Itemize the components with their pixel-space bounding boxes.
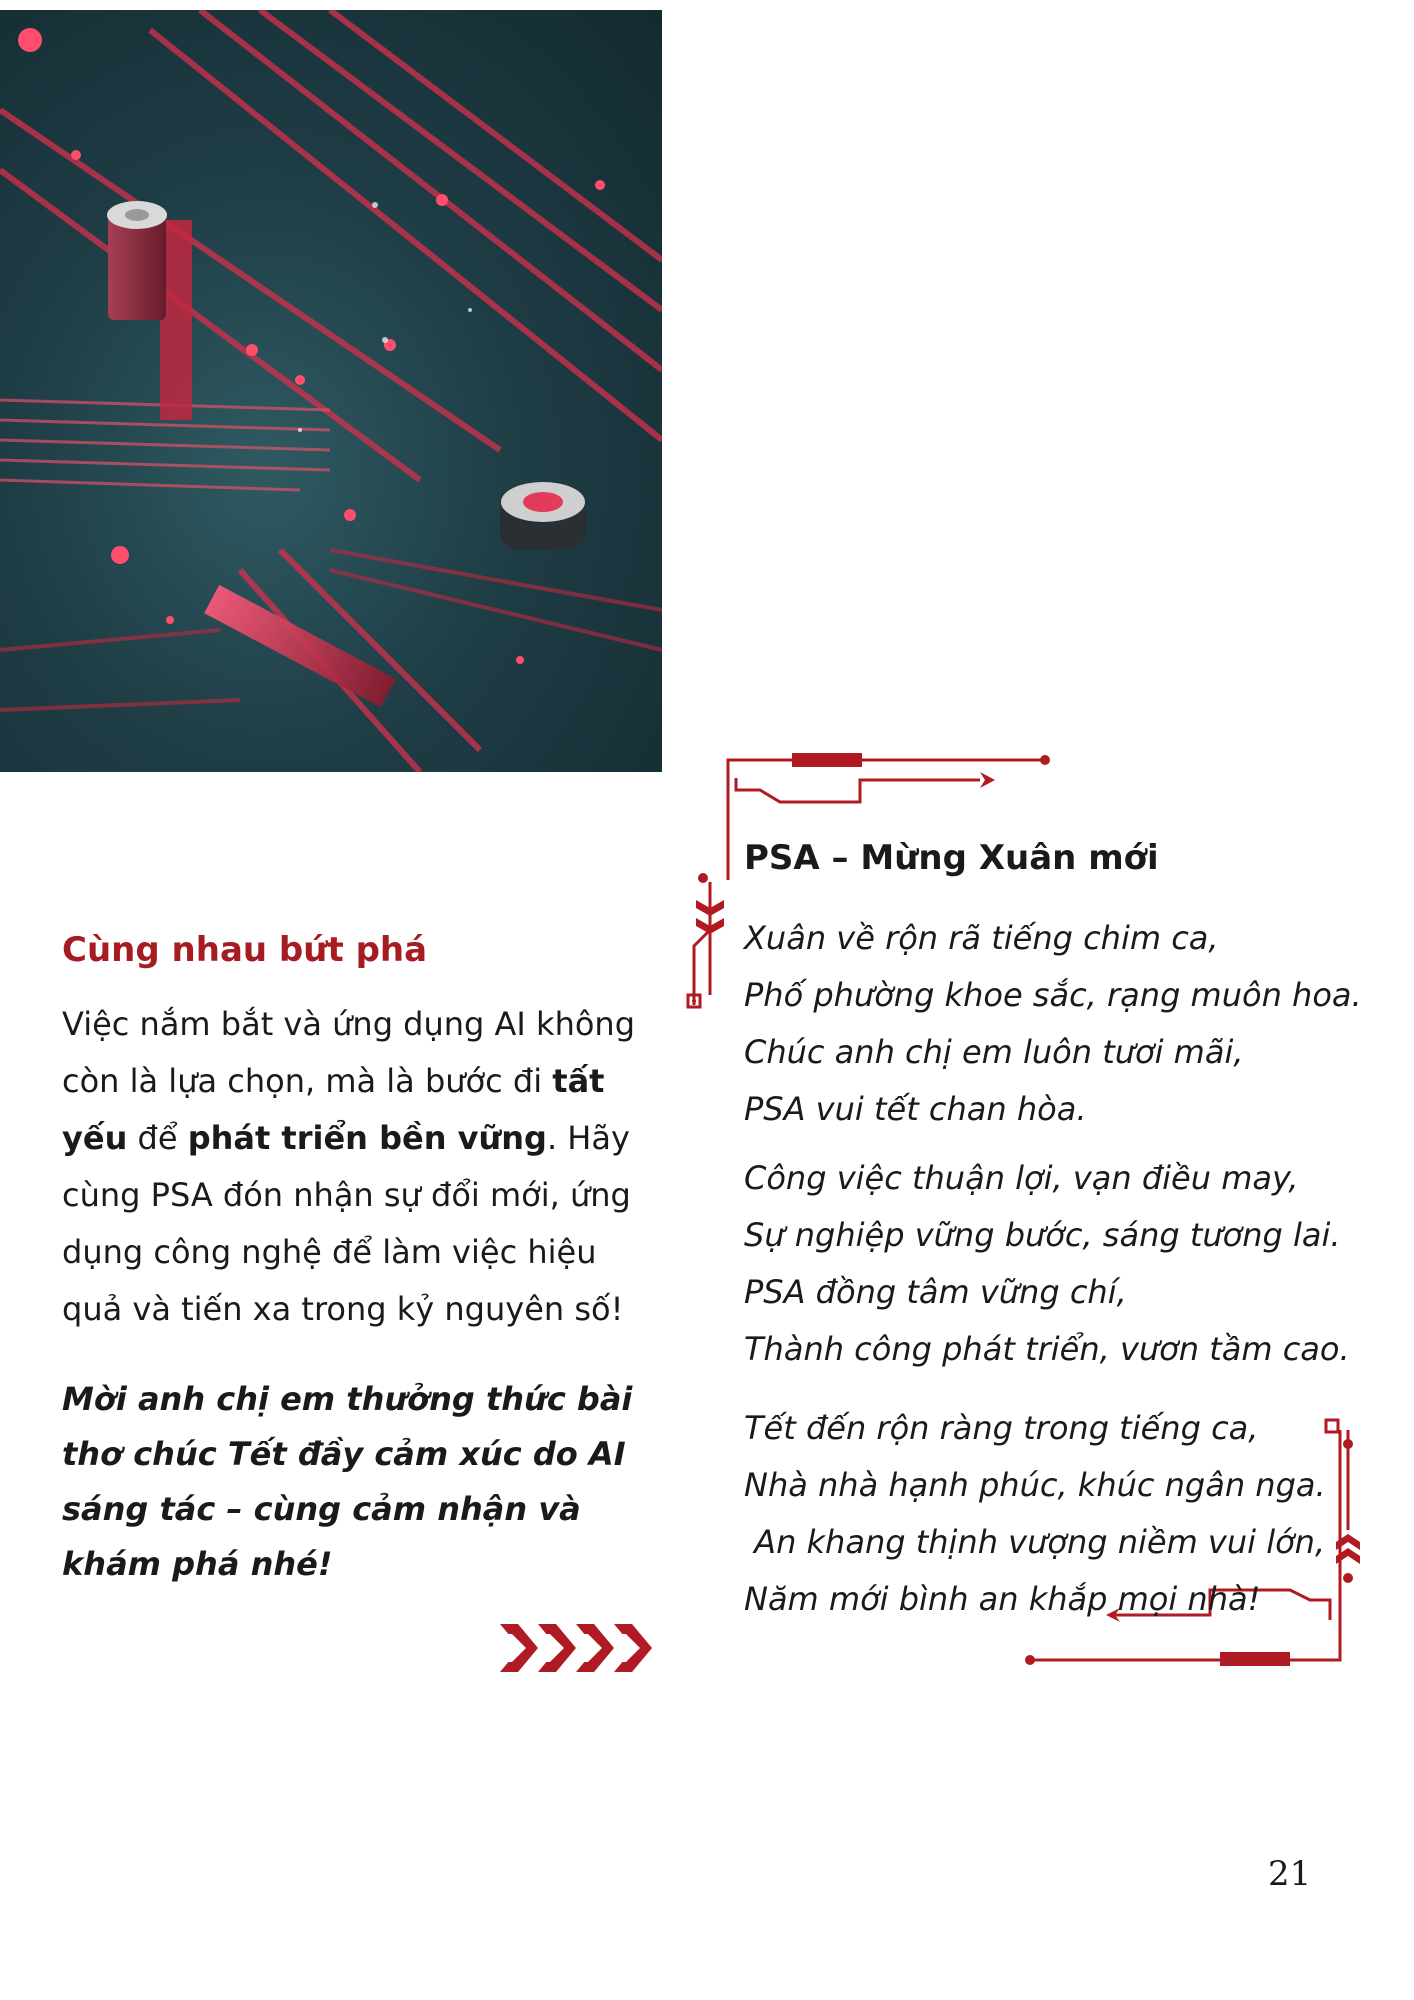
section-heading: Cùng nhau bứt phá xyxy=(62,930,428,970)
body-part: Việc nắm bắt và ứng dụng AI không còn là lựa chọn, mà là bước đi xyxy=(62,1005,636,1100)
hero-image xyxy=(0,10,662,772)
page-number: 21 xyxy=(1268,1854,1312,1894)
poem-stanza xyxy=(744,1150,1384,1378)
body-bold-part: phát triển bền vững xyxy=(187,1119,547,1157)
poem-line: PSA đồng tâm vững chí, xyxy=(744,1273,1127,1311)
poem-line: Thành công phát triển, vươn tầm cao. xyxy=(744,1330,1350,1368)
poem-line: Sự nghiệp vững bước, sáng tương lai. xyxy=(744,1216,1341,1254)
left-column xyxy=(62,930,662,1624)
section-body xyxy=(62,996,662,1338)
poem-invitation: Mời anh chị em thưởng thức bài thơ chúc Tết đầy cảm xúc do AI sáng tác – cùng cảm nhận và khám phá nhé! xyxy=(62,1380,633,1583)
poem-line: Phố phường khoe sắc, rạng muôn hoa. xyxy=(744,976,1362,1014)
poem-line: Công việc thuận lợi, vạn điều may, xyxy=(744,1159,1299,1197)
poem-line: Nhà nhà hạnh phúc, khúc ngân nga. xyxy=(744,1466,1326,1504)
poem-stanza xyxy=(744,1400,1384,1628)
poem-line: Chúc anh chị em luôn tươi mãi, xyxy=(744,1033,1244,1071)
body-bold-part: tất yếu xyxy=(62,1062,605,1157)
chevron-right-icon xyxy=(500,1620,660,1676)
poem xyxy=(744,838,1384,1628)
poem-line: Xuân về rộn rã tiếng chim ca, xyxy=(744,919,1219,957)
body-part: để xyxy=(127,1119,188,1157)
poem-line: Năm mới bình an khắp mọi nhà! xyxy=(744,1580,1261,1618)
poem-line: An khang thịnh vượng niềm vui lớn, xyxy=(744,1523,1326,1561)
circuit-board-illustration xyxy=(0,10,662,772)
poem-line: PSA vui tết chan hòa. xyxy=(744,1090,1087,1128)
poem-title: PSA – Mừng Xuân mới xyxy=(744,838,1159,878)
body-part: . Hãy cùng PSA đón nhận sự đổi mới, ứng dụng công nghệ để làm việc hiệu quả và tiến xa trong kỷ nguyên số! xyxy=(62,1119,631,1328)
poem-line: Tết đến rộn ràng trong tiếng ca, xyxy=(744,1409,1259,1447)
poem-stanza xyxy=(744,910,1384,1138)
